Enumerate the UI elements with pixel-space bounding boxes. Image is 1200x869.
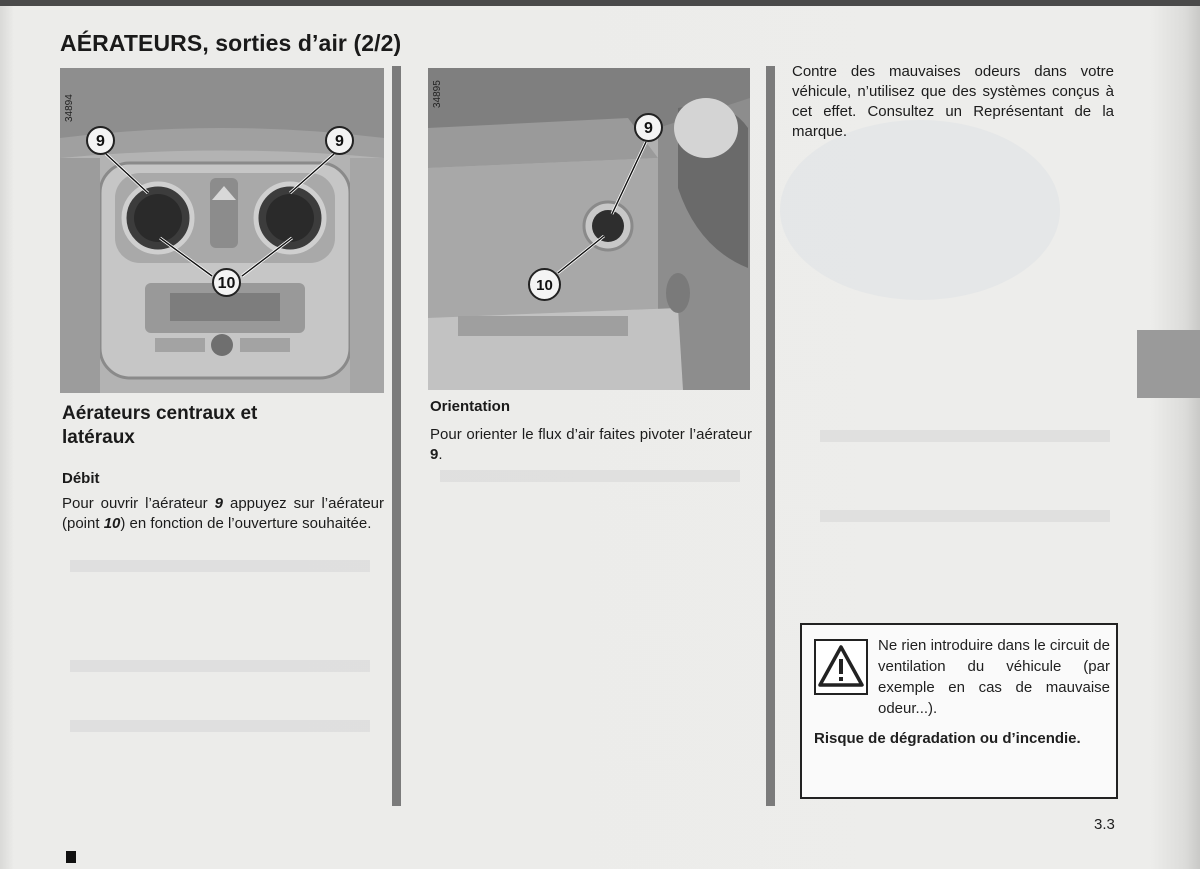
callout-9-right: 9 [325, 126, 354, 155]
ref-10: 10 [103, 515, 121, 532]
page-title: AÉRATEURS, sorties d’air (2/2) [60, 30, 402, 56]
dashboard-center-illustration [60, 68, 384, 393]
show-through-line [70, 720, 370, 732]
show-through-blob [780, 120, 1060, 300]
text-run: . [438, 446, 443, 463]
show-through-line [820, 510, 1110, 522]
top-edge [0, 0, 1200, 6]
debit-paragraph [62, 494, 384, 534]
side-vent-photo [428, 68, 750, 390]
text-run: appuyez sur l’aérateur (point [62, 495, 384, 532]
warning-triangle-glyph [816, 641, 866, 693]
callout-9: 9 [634, 113, 663, 142]
photo-reference-code: 34894 [64, 94, 75, 122]
show-through-line [70, 660, 370, 672]
photo-reference-code: 34895 [432, 80, 443, 108]
text-run: Pour ouvrir l’aérateur [62, 495, 215, 512]
callout-9-left: 9 [86, 126, 115, 155]
section-heading: Aérateurs centraux et latéraux [62, 403, 258, 448]
column-divider [392, 66, 401, 806]
warning-triangle-icon [814, 639, 868, 695]
odour-advice-paragraph: Contre des mauvaises odeurs dans votre véhicule, n’utilisez que des systèmes conçus à cet effet. Consultez un Représentant de la marque. [792, 63, 1114, 140]
callout-10: 10 [528, 268, 561, 301]
warning-text: Ne rien introduire dans le circuit de ventilation du véhicule (par exemple en cas de mauvaise odeur...). [878, 637, 1110, 717]
subheading-debit: Débit [62, 470, 100, 487]
central-vents-photo [60, 68, 384, 393]
ref-9: 9 [214, 495, 223, 512]
chapter-tab [1137, 330, 1200, 398]
callout-10: 10 [212, 268, 241, 297]
show-through-line [70, 560, 370, 572]
show-through-line [440, 470, 740, 482]
show-through-line [820, 430, 1110, 442]
column-divider [766, 66, 775, 806]
subheading-orientation: Orientation [430, 398, 511, 415]
side-vent-illustration [428, 68, 750, 390]
text-run: Pour orienter le flux d’air faites pivoter l’aérateur [430, 426, 752, 443]
text-run: ) en fonction de l’ouverture souhaitée. [120, 515, 372, 532]
orientation-paragraph [430, 425, 752, 465]
warning-risk-text: Risque de dégradation ou d’incendie. [814, 730, 1081, 747]
page-number: 3.3 [1094, 816, 1115, 833]
page-marker [66, 851, 76, 863]
warning-box [800, 623, 1118, 799]
ref-9: 9 [430, 446, 439, 463]
